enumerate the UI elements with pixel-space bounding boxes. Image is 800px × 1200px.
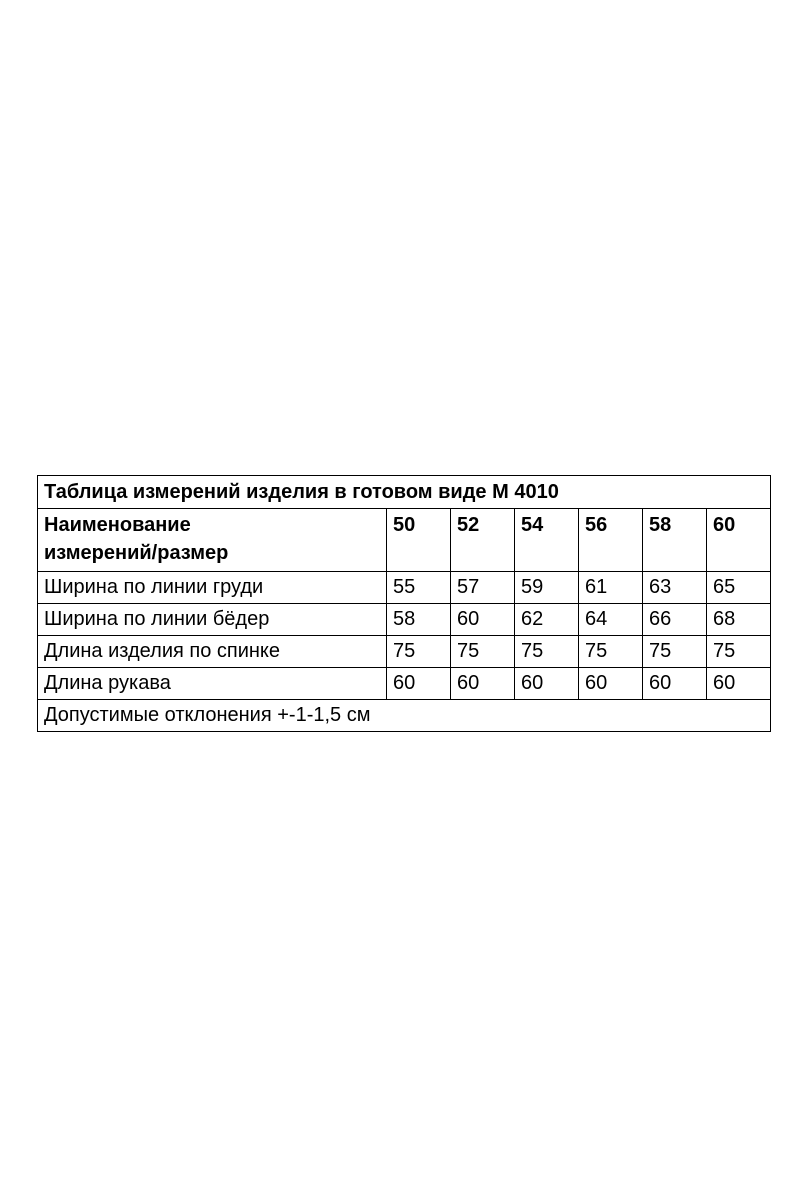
- measurement-table: [37, 475, 771, 732]
- table-row-chest-width: [38, 572, 771, 604]
- table-cell: 68: [707, 604, 771, 636]
- table-cell: 64: [579, 604, 643, 636]
- table-header-row: [38, 509, 771, 572]
- header-label: [38, 509, 387, 572]
- table-cell: 60: [643, 668, 707, 700]
- header-label-line1: Наименование: [44, 514, 191, 536]
- size-header-54: 54: [515, 509, 579, 572]
- table-cell: 60: [579, 668, 643, 700]
- table-cell: 63: [643, 572, 707, 604]
- table-cell: 57: [451, 572, 515, 604]
- table-cell: 75: [643, 636, 707, 668]
- row-label: Ширина по линии бёдер: [38, 604, 387, 636]
- table-cell: 55: [387, 572, 451, 604]
- table-title-row: [38, 476, 771, 509]
- table-cell: 60: [515, 668, 579, 700]
- table-cell: 75: [515, 636, 579, 668]
- row-label: Длина изделия по спинке: [38, 636, 387, 668]
- table-row-hip-width: [38, 604, 771, 636]
- table-cell: 60: [451, 604, 515, 636]
- row-label: Длина рукава: [38, 668, 387, 700]
- size-header-58: 58: [643, 509, 707, 572]
- table-cell: 59: [515, 572, 579, 604]
- table-cell: 61: [579, 572, 643, 604]
- table-cell: 62: [515, 604, 579, 636]
- table-cell: 75: [451, 636, 515, 668]
- row-label: Ширина по линии груди: [38, 572, 387, 604]
- size-header-52: 52: [451, 509, 515, 572]
- table-cell: 66: [643, 604, 707, 636]
- header-label-line2: измерений/размер: [44, 542, 229, 564]
- size-header-50: 50: [387, 509, 451, 572]
- table-footer-row: [38, 700, 771, 732]
- table-cell: 58: [387, 604, 451, 636]
- table-cell: 65: [707, 572, 771, 604]
- table-title: Таблица измерений изделия в готовом виде М 4010: [38, 476, 771, 509]
- table-cell: 75: [387, 636, 451, 668]
- table-cell: 75: [579, 636, 643, 668]
- table-cell: 60: [387, 668, 451, 700]
- table-cell: 60: [451, 668, 515, 700]
- tolerance-note: Допустимые отклонения +-1-1,5 см: [38, 700, 771, 732]
- size-header-56: 56: [579, 509, 643, 572]
- table-row-sleeve-length: [38, 668, 771, 700]
- table-cell: 60: [707, 668, 771, 700]
- table-cell: 75: [707, 636, 771, 668]
- size-header-60: 60: [707, 509, 771, 572]
- table-row-back-length: [38, 636, 771, 668]
